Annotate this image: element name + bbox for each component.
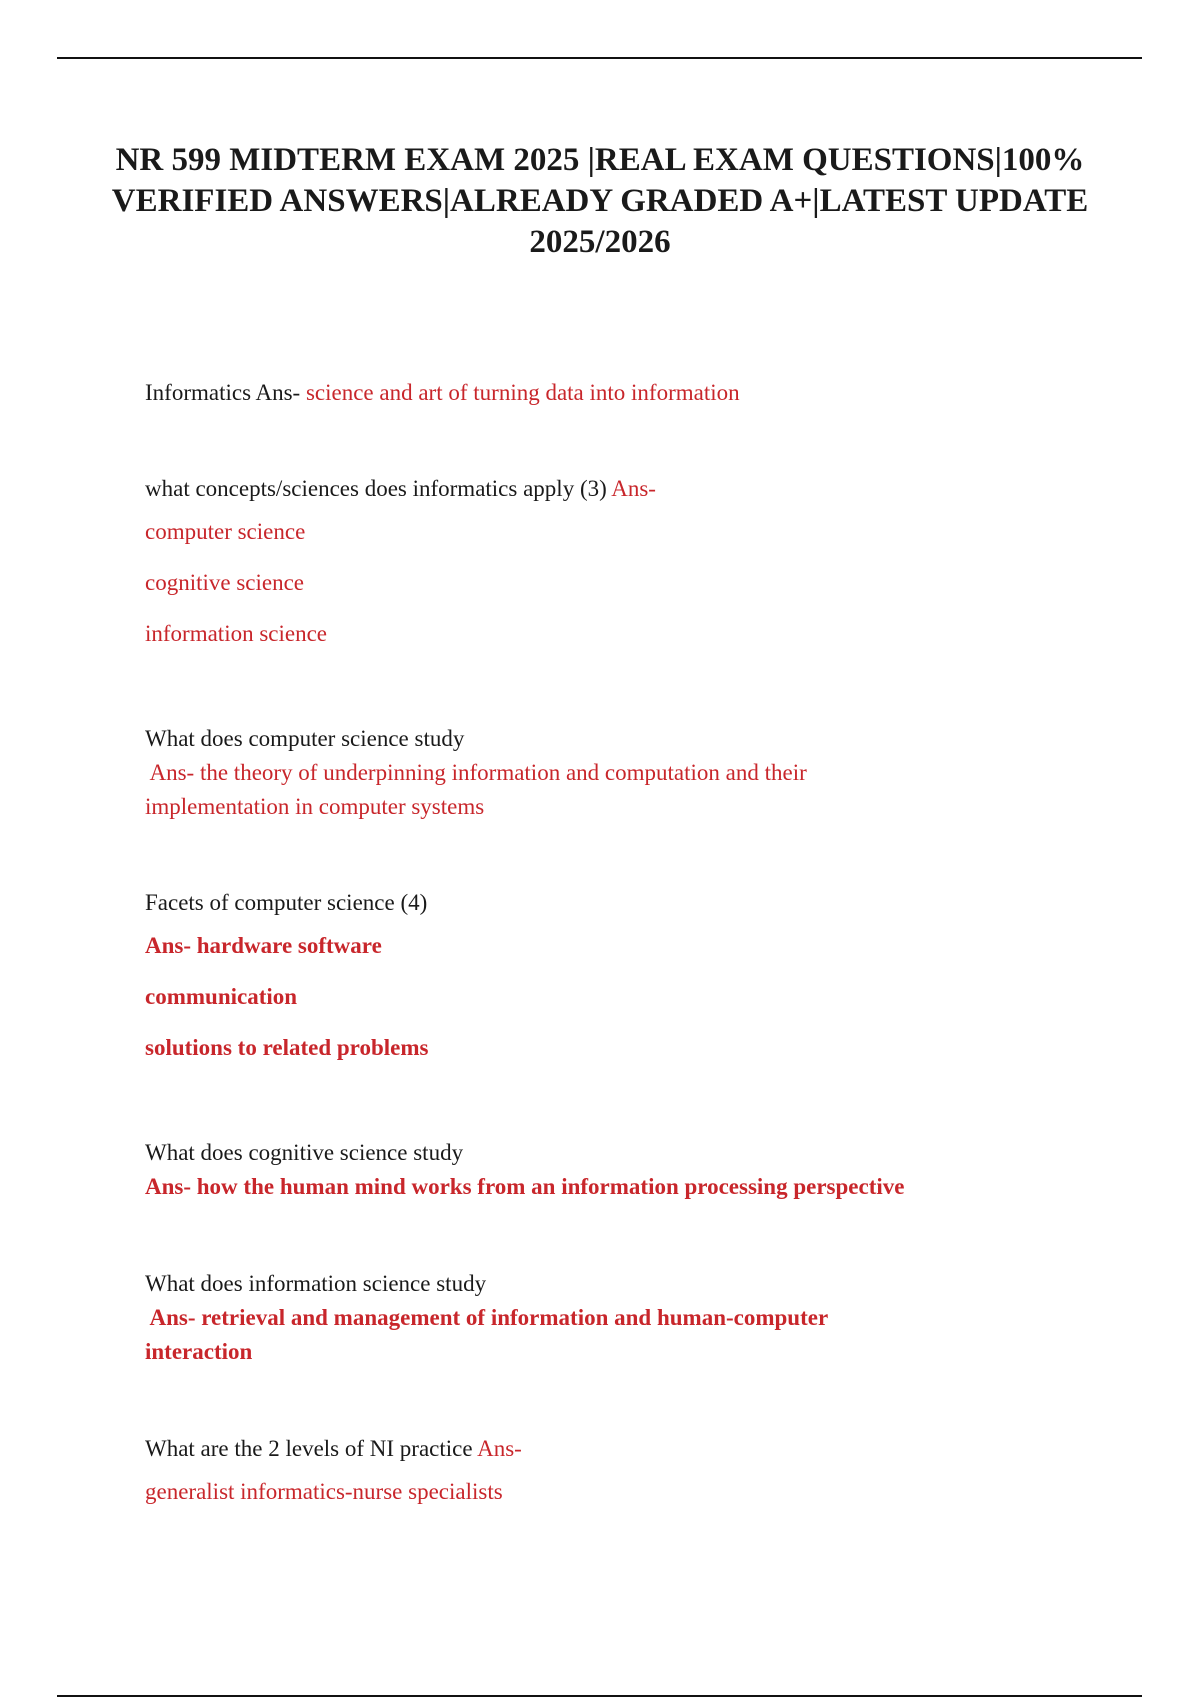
bottom-rule <box>57 1695 1142 1697</box>
question-text: What does computer science study <box>145 726 465 751</box>
question-text: Facets of computer science (4) <box>145 890 428 915</box>
qa-facets-computer-science <box>145 886 1145 1073</box>
qa-cognitive-science-study <box>145 1136 1145 1204</box>
answer-line: Ans- hardware software <box>145 933 382 958</box>
answer-line: computer science <box>145 519 306 544</box>
answer-text: science and art of turning data into information <box>305 380 740 405</box>
qa-information-science-study <box>145 1267 1145 1369</box>
answer-line: Ans- retrieval and management of information and human-computer <box>145 1305 829 1330</box>
answer-line: Ans- the theory of underpinning information and computation and their <box>145 760 807 785</box>
question-text: What does cognitive science study <box>145 1140 464 1165</box>
question-text: Informatics Ans- <box>145 380 301 405</box>
answer-prefix: Ans- <box>611 476 656 501</box>
answer-line: Ans- how the human mind works from an information processing perspective <box>145 1174 905 1199</box>
qa-informatics-sciences <box>145 472 1145 659</box>
answer-line: solutions to related problems <box>145 1035 429 1060</box>
qa-ni-practice-levels <box>145 1432 1145 1517</box>
answer-line: generalist informatics-nurse specialists <box>145 1479 503 1504</box>
answer-prefix: Ans- <box>477 1436 522 1461</box>
top-rule <box>57 57 1142 59</box>
question-text: what concepts/sciences does informatics apply (3) <box>145 476 607 501</box>
qa-informatics <box>145 376 1145 410</box>
document-title: NR 599 MIDTERM EXAM 2025 |REAL EXAM QUESTIONS|100% VERIFIED ANSWERS|ALREADY GRADED A+|LATEST UPDATE 2025/2026 <box>111 142 1089 260</box>
question-text: What are the 2 levels of NI practice <box>145 1436 473 1461</box>
answer-line: communication <box>145 984 298 1009</box>
answer-line: cognitive science <box>145 570 305 595</box>
answer-line: implementation in computer systems <box>145 794 485 819</box>
qa-computer-science-study <box>145 722 1145 824</box>
question-text: What does information science study <box>145 1271 487 1296</box>
answer-line: interaction <box>145 1339 253 1364</box>
answer-line: information science <box>145 621 328 646</box>
